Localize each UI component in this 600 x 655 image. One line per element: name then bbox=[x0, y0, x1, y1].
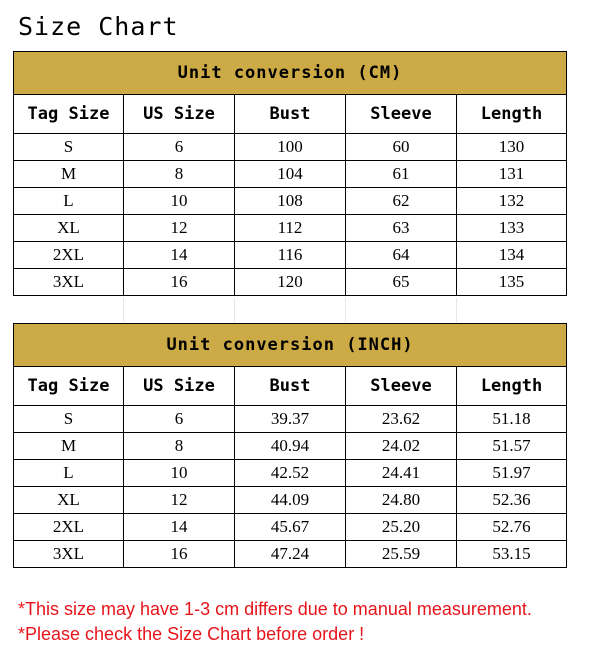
cell-bust: 100 bbox=[235, 134, 346, 161]
cell-sleeve: 24.41 bbox=[346, 460, 457, 487]
cell-us-size: 10 bbox=[124, 460, 235, 487]
cell-sleeve: 62 bbox=[346, 188, 457, 215]
cell-length: 51.18 bbox=[457, 406, 567, 433]
cell-us-size: 6 bbox=[124, 406, 235, 433]
cell-length: 130 bbox=[457, 134, 567, 161]
cell-length: 51.57 bbox=[457, 433, 567, 460]
cell-tag-size: 2XL bbox=[14, 242, 124, 269]
cell-tag-size: L bbox=[14, 460, 124, 487]
table-row bbox=[14, 433, 567, 460]
cell-sleeve: 25.20 bbox=[346, 514, 457, 541]
cell-us-size: 8 bbox=[124, 433, 235, 460]
table-row bbox=[14, 406, 567, 433]
cell-bust: 39.37 bbox=[235, 406, 346, 433]
column-header-length: Length bbox=[457, 95, 567, 134]
cell-sleeve: 61 bbox=[346, 161, 457, 188]
cell-length: 133 bbox=[457, 215, 567, 242]
table-row bbox=[14, 215, 567, 242]
column-header-length: Length bbox=[457, 367, 567, 406]
cell-sleeve: 64 bbox=[346, 242, 457, 269]
cell-length: 134 bbox=[457, 242, 567, 269]
cell-tag-size: M bbox=[14, 161, 124, 188]
cell-us-size: 10 bbox=[124, 188, 235, 215]
cell-us-size: 12 bbox=[124, 487, 235, 514]
cell-tag-size: M bbox=[14, 433, 124, 460]
cell-tag-size: 3XL bbox=[14, 269, 124, 296]
table-row bbox=[14, 242, 567, 269]
cell-sleeve: 24.02 bbox=[346, 433, 457, 460]
cell-us-size: 12 bbox=[124, 215, 235, 242]
cell-bust: 116 bbox=[235, 242, 346, 269]
table-row bbox=[14, 134, 567, 161]
table-row bbox=[14, 541, 567, 568]
column-header-tag-size: Tag Size bbox=[14, 367, 124, 406]
size-table-cm bbox=[13, 51, 567, 296]
column-header-sleeve: Sleeve bbox=[346, 95, 457, 134]
column-header-tag-size: Tag Size bbox=[14, 95, 124, 134]
cell-bust: 42.52 bbox=[235, 460, 346, 487]
cell-length: 132 bbox=[457, 188, 567, 215]
column-header-bust: Bust bbox=[235, 95, 346, 134]
cell-bust: 44.09 bbox=[235, 487, 346, 514]
page-title: Size Chart bbox=[18, 12, 179, 41]
cell-bust: 120 bbox=[235, 269, 346, 296]
table-heading: Unit conversion (INCH) bbox=[14, 324, 567, 367]
cell-bust: 40.94 bbox=[235, 433, 346, 460]
cell-bust: 108 bbox=[235, 188, 346, 215]
column-header-bust: Bust bbox=[235, 367, 346, 406]
cell-length: 53.15 bbox=[457, 541, 567, 568]
cell-tag-size: XL bbox=[14, 487, 124, 514]
cell-bust: 104 bbox=[235, 161, 346, 188]
cell-us-size: 8 bbox=[124, 161, 235, 188]
cell-length: 131 bbox=[457, 161, 567, 188]
cell-sleeve: 60 bbox=[346, 134, 457, 161]
cell-length: 52.76 bbox=[457, 514, 567, 541]
table-heading: Unit conversion (CM) bbox=[14, 52, 567, 95]
cell-tag-size: XL bbox=[14, 215, 124, 242]
column-header-us-size: US Size bbox=[124, 367, 235, 406]
table-row bbox=[14, 460, 567, 487]
table-row bbox=[14, 161, 567, 188]
cell-sleeve: 25.59 bbox=[346, 541, 457, 568]
table-spacer bbox=[13, 298, 566, 322]
size-table-inch bbox=[13, 323, 567, 568]
cell-sleeve: 65 bbox=[346, 269, 457, 296]
table-row bbox=[14, 269, 567, 296]
table-row bbox=[14, 514, 567, 541]
cell-bust: 112 bbox=[235, 215, 346, 242]
cell-bust: 45.67 bbox=[235, 514, 346, 541]
cell-length: 52.36 bbox=[457, 487, 567, 514]
cell-us-size: 16 bbox=[124, 541, 235, 568]
table-row bbox=[14, 188, 567, 215]
cell-sleeve: 23.62 bbox=[346, 406, 457, 433]
column-header-sleeve: Sleeve bbox=[346, 367, 457, 406]
cell-us-size: 14 bbox=[124, 242, 235, 269]
measurement-note: *This size may have 1-3 cm differs due to manual measurement. bbox=[18, 599, 532, 619]
column-header-us-size: US Size bbox=[124, 95, 235, 134]
cell-length: 135 bbox=[457, 269, 567, 296]
cell-tag-size: 3XL bbox=[14, 541, 124, 568]
cell-bust: 47.24 bbox=[235, 541, 346, 568]
cell-tag-size: L bbox=[14, 188, 124, 215]
check-size-chart-note: *Please check the Size Chart before order ! bbox=[18, 624, 365, 644]
cell-us-size: 14 bbox=[124, 514, 235, 541]
cell-length: 51.97 bbox=[457, 460, 567, 487]
cell-tag-size: 2XL bbox=[14, 514, 124, 541]
cell-us-size: 16 bbox=[124, 269, 235, 296]
cell-sleeve: 63 bbox=[346, 215, 457, 242]
cell-tag-size: S bbox=[14, 406, 124, 433]
cell-sleeve: 24.80 bbox=[346, 487, 457, 514]
cell-tag-size: S bbox=[14, 134, 124, 161]
table-row bbox=[14, 487, 567, 514]
cell-us-size: 6 bbox=[124, 134, 235, 161]
